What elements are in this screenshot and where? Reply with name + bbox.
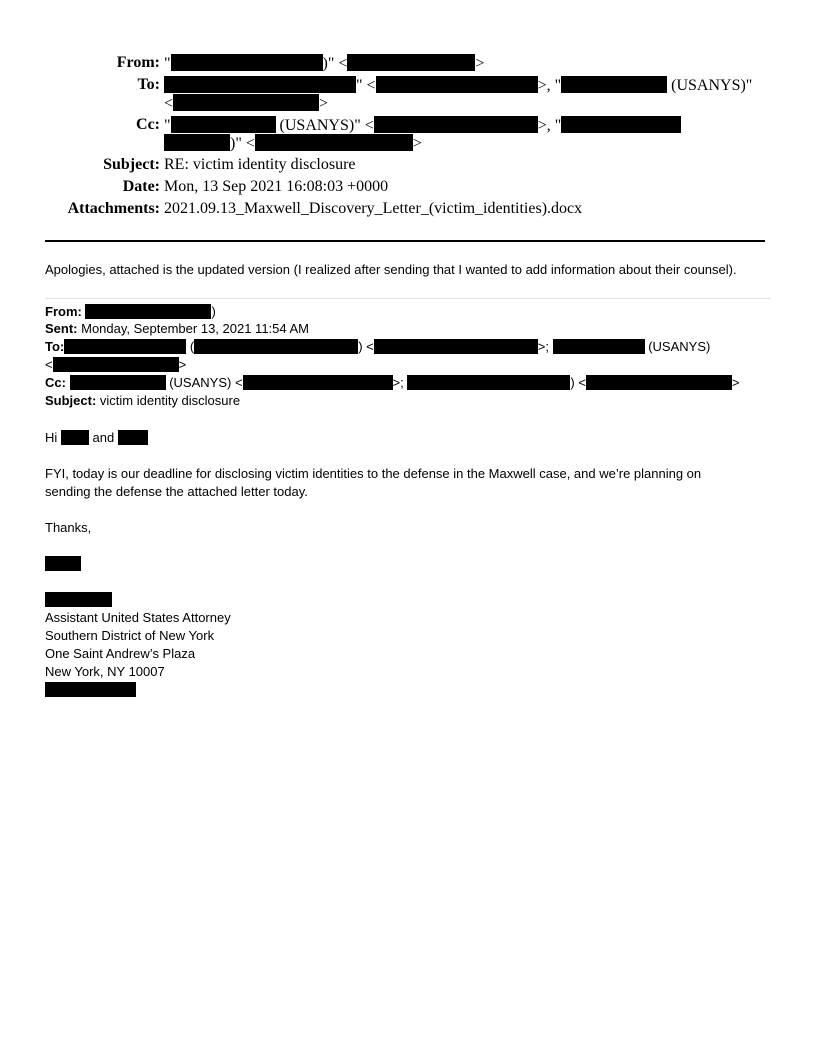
greeting-and: and (92, 430, 115, 445)
redaction (118, 430, 148, 445)
redaction (53, 357, 179, 372)
orig-sent-line (45, 321, 309, 337)
redaction (586, 375, 732, 390)
orig-to-line: To: ( ) < >; (USANYS) (45, 339, 711, 354)
orig-from-line: From: ) (45, 304, 216, 319)
org-label: (USANYS) (279, 117, 355, 134)
redaction (561, 76, 667, 93)
header-subject-label: Subject: (103, 156, 160, 173)
orig-from-label: From: (45, 304, 82, 319)
orig-to-label: To: (45, 339, 65, 354)
signer-initials (45, 556, 81, 572)
orig-cc-label: Cc: (45, 375, 66, 390)
header-to-label: To: (137, 76, 160, 93)
redaction (173, 94, 319, 111)
orig-subject-label: Subject: (45, 393, 97, 408)
attachment-link[interactable]: 2021.09.13_Maxwell_Discovery_Letter_(victim_identities).docx (164, 200, 583, 217)
header-to-value: " < >, " (USANYS)" (164, 76, 752, 95)
redaction (374, 339, 538, 354)
redaction (64, 339, 186, 354)
redaction (407, 375, 570, 390)
signer-phone (45, 682, 136, 698)
redaction (171, 116, 276, 133)
redaction (70, 375, 166, 390)
header-to-value-cont: < > (164, 95, 329, 112)
orig-subject: victim identity disclosure (99, 393, 241, 408)
signer-district: Southern District of New York (45, 628, 215, 643)
org-label: (USANYS) (169, 375, 232, 390)
header-cc-value: " (USANYS)" < >, " (164, 116, 681, 135)
redaction (553, 339, 645, 354)
body-line-1: FYI, today is our deadline for disclosing victim identities to the defense in the Maxwell case, and we’re planning on (45, 466, 702, 481)
redaction (376, 76, 538, 93)
reply-text: Apologies, attached is the updated version (I realized after sending that I wanted to add information about their counsel). (45, 262, 737, 277)
greeting-hi: Hi (45, 430, 58, 445)
redaction (45, 592, 112, 607)
header-date: Mon, 13 Sep 2021 16:08:03 +0000 (164, 178, 389, 195)
orig-cc-line: Cc: (USANYS) < >; ) < > (45, 375, 740, 390)
redaction (164, 134, 230, 151)
header-attachments-label: Attachments: (67, 200, 160, 217)
header-divider (45, 240, 765, 242)
orig-to-line-cont: < > (45, 357, 187, 372)
sign-off: Thanks, (45, 520, 92, 535)
redaction (45, 682, 136, 697)
header-subject: RE: victim identity disclosure (164, 156, 356, 173)
redaction (164, 76, 356, 93)
redaction (61, 430, 89, 445)
orig-subject-line (45, 393, 240, 409)
header-date-label: Date: (122, 178, 160, 195)
org-label: (USANYS) (648, 339, 711, 354)
signer-name (45, 592, 112, 608)
quote-divider (45, 298, 771, 299)
redaction (561, 116, 681, 133)
signer-title: Assistant United States Attorney (45, 610, 231, 625)
redaction (171, 54, 323, 71)
orig-sent: Monday, September 13, 2021 11:54 AM (81, 321, 310, 336)
orig-sent-label: Sent: (45, 321, 78, 336)
header-from-label: From: (116, 54, 160, 71)
redaction (243, 375, 393, 390)
greeting (45, 430, 148, 446)
redaction (45, 556, 81, 571)
header-from-value: " )" < > (164, 55, 485, 72)
redaction (374, 116, 538, 133)
signer-city: New York, NY 10007 (45, 664, 165, 679)
redaction (347, 54, 475, 71)
header-cc-value-cont: )" < > (164, 134, 422, 153)
redaction (194, 339, 358, 354)
redaction (255, 134, 413, 151)
org-label: (USANYS) (671, 77, 746, 94)
redaction (85, 304, 211, 319)
body-line-2: sending the defense the attached letter today. (45, 484, 308, 499)
header-cc-label: Cc: (136, 116, 160, 133)
signer-address: One Saint Andrew’s Plaza (45, 646, 196, 661)
